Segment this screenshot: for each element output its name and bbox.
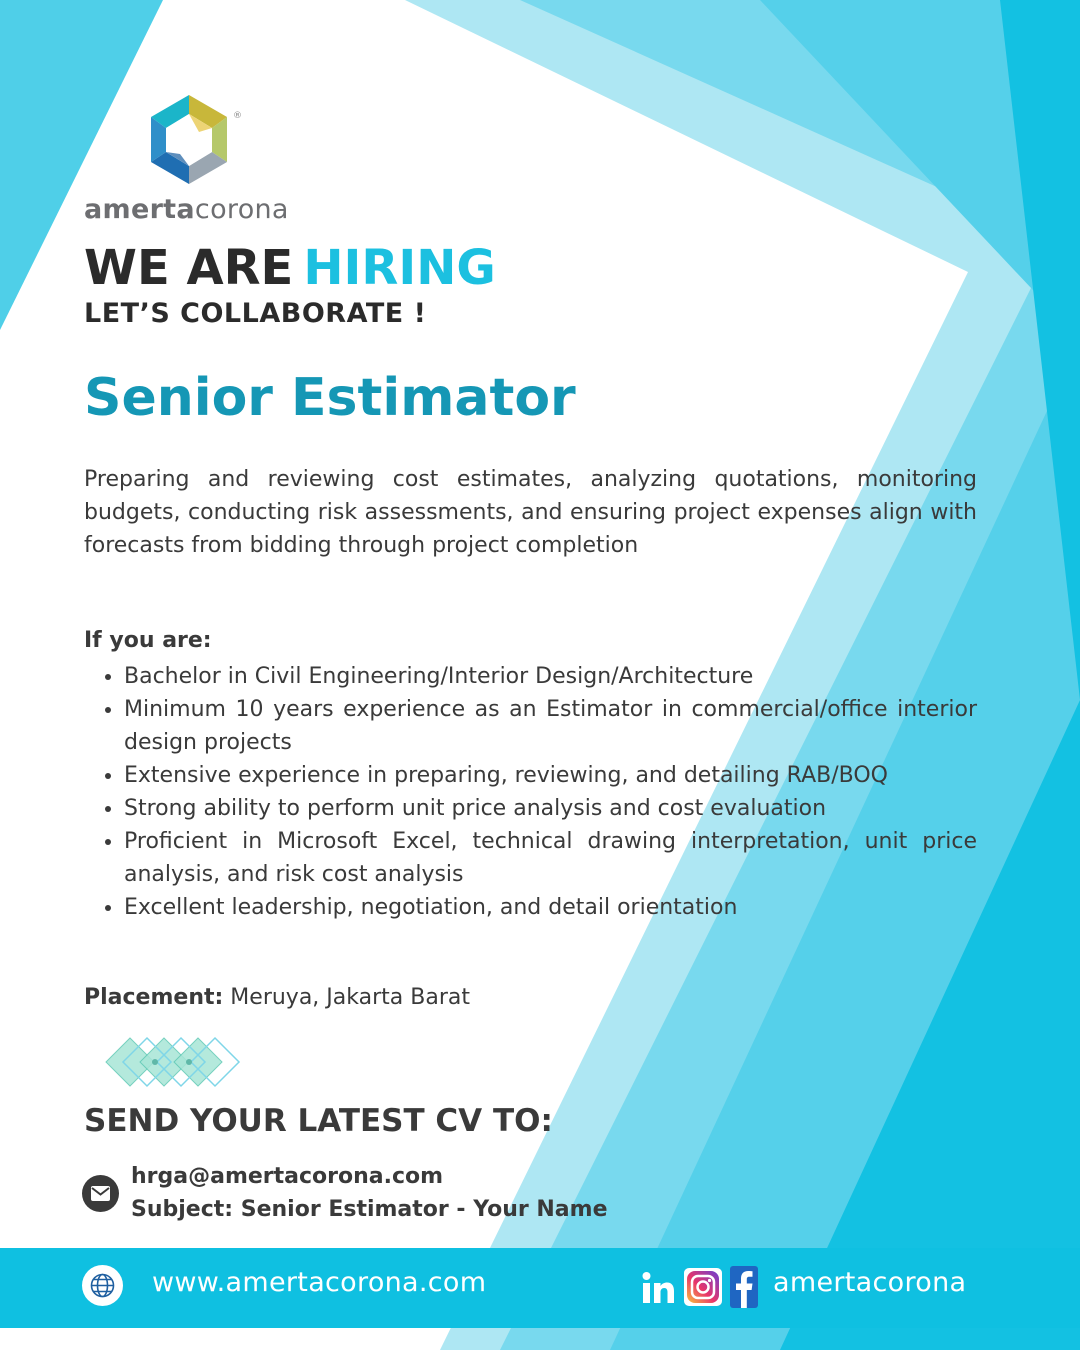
subheadline: LET’S COLLABORATE ! xyxy=(84,298,427,329)
social-handle[interactable]: amertacorona xyxy=(773,1267,967,1298)
requirements-heading: If you are: xyxy=(84,628,212,653)
contact-email[interactable]: hrga@amertacorona.com xyxy=(131,1164,444,1189)
headline-accent: HIRING xyxy=(303,240,496,296)
brand-wordmark xyxy=(84,194,289,225)
requirement-item: • Bachelor in Civil Engineering/Interior Design/Architecture xyxy=(124,660,977,693)
instagram-icon[interactable] xyxy=(684,1268,722,1306)
brand-name-light: corona xyxy=(194,194,289,225)
headline-prefix: WE ARE xyxy=(84,240,294,296)
company-logo xyxy=(84,92,244,192)
decorative-diamonds xyxy=(100,1036,245,1092)
job-title: Senior Estimator xyxy=(84,368,576,428)
requirement-item: • Strong ability to perform unit price analysis and cost evaluation xyxy=(124,792,977,825)
linkedin-icon[interactable] xyxy=(640,1268,676,1306)
job-description: Preparing and reviewing cost estimates, analyzing quotations, monitoring budgets, conducting risk assessments, and ensuring project expenses align with forecasts from bidding through project completion xyxy=(84,467,977,558)
requirements-list xyxy=(84,660,977,924)
requirement-item: • Minimum 10 years experience as an Estimator in commercial/office interior design projects xyxy=(124,693,977,759)
placement xyxy=(84,985,470,1010)
brand-name-bold: amerta xyxy=(84,194,195,225)
website-link[interactable]: www.amertacorona.com xyxy=(152,1267,487,1298)
placement-label: Placement: xyxy=(84,985,224,1010)
requirement-item: • Proficient in Microsoft Excel, technical drawing interpretation, unit price analysis, and risk cost analysis xyxy=(124,825,977,891)
contact-info xyxy=(131,1160,608,1226)
placement-value: Meruya, Jakarta Barat xyxy=(230,985,470,1010)
requirement-item: • Extensive experience in preparing, reviewing, and detailing RAB/BOQ xyxy=(124,759,977,792)
contact-subject: Subject: Senior Estimator - Your Name xyxy=(131,1197,608,1222)
social-icons xyxy=(640,1266,758,1308)
requirement-item: • Excellent leadership, negotiation, and detail orientation xyxy=(124,891,977,924)
svg-text:®: ® xyxy=(233,111,242,121)
facebook-icon[interactable] xyxy=(730,1266,758,1308)
send-cv-heading: SEND YOUR LATEST CV TO: xyxy=(84,1103,553,1139)
mail-icon xyxy=(82,1175,119,1212)
headline xyxy=(84,240,496,296)
globe-icon xyxy=(82,1265,123,1306)
